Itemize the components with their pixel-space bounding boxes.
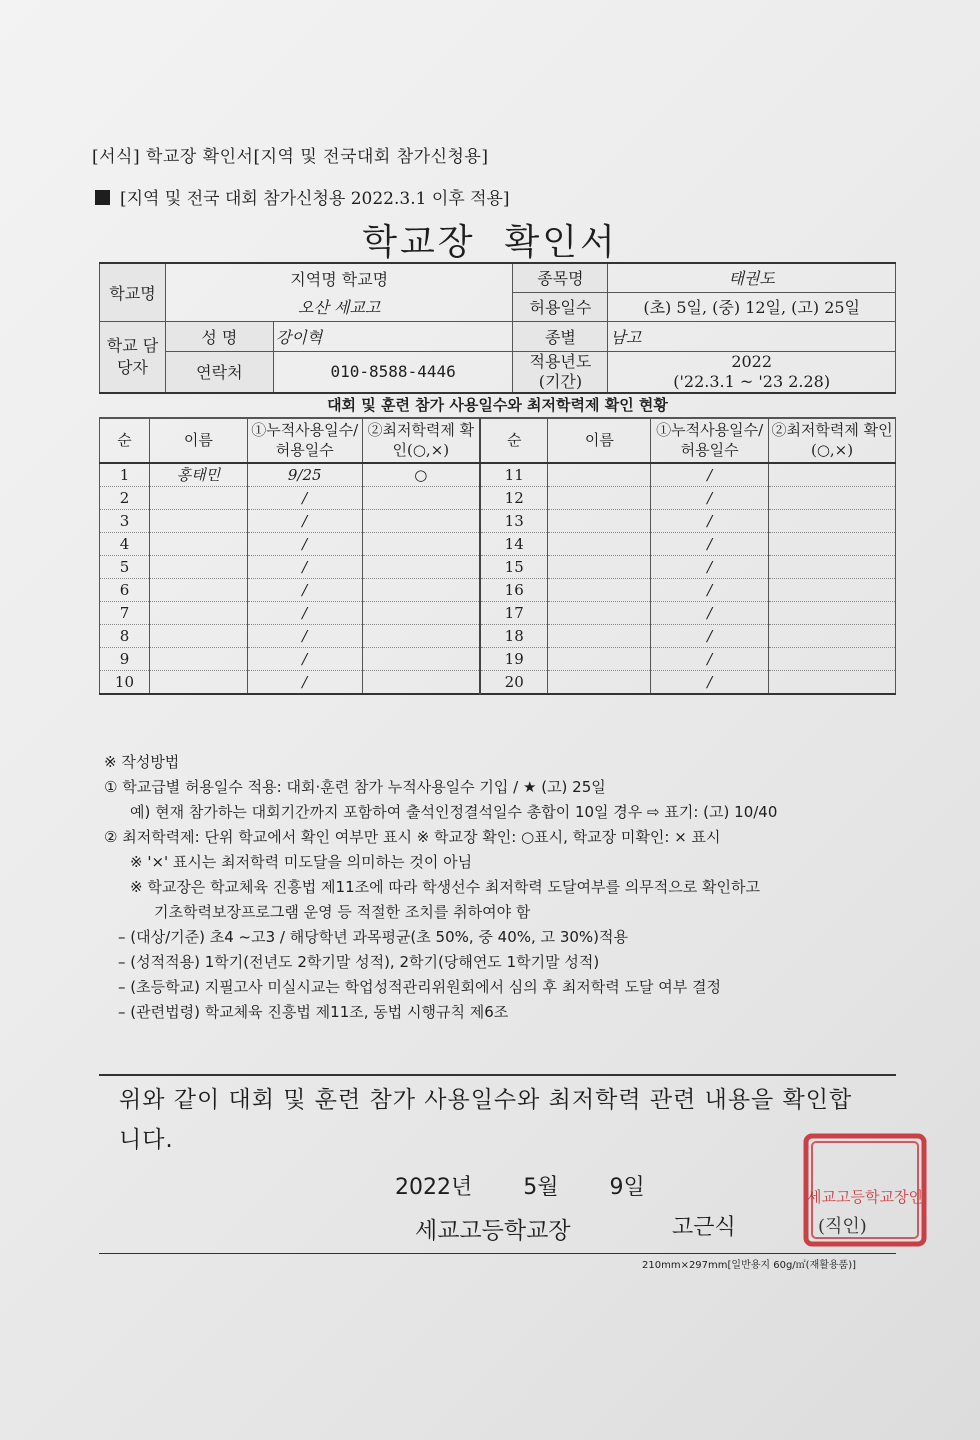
confirm-statement: [119, 1080, 899, 1160]
manager-label: 학교 담당자: [100, 321, 166, 393]
row-days: /: [247, 578, 362, 601]
school-sub-label: 지역명 학교명: [165, 263, 513, 292]
row-name: [548, 509, 651, 532]
row-name: [149, 555, 247, 578]
row-name: [548, 532, 651, 555]
row-check: [769, 624, 896, 647]
row-days: /: [247, 624, 362, 647]
row-days: /: [651, 532, 769, 555]
row-name: [149, 670, 247, 694]
row-days: 9/25: [247, 463, 362, 487]
contact-label: 연락처: [165, 351, 273, 393]
table-row: [100, 578, 896, 601]
row-no: 20: [480, 670, 548, 694]
row-no: 8: [100, 624, 150, 647]
row-no: 18: [480, 624, 548, 647]
name-value: 강이혁: [273, 321, 513, 351]
row-days: /: [247, 555, 362, 578]
row-name: [548, 463, 651, 487]
row-check: [362, 624, 480, 647]
table-row: [100, 509, 896, 532]
confirm-line2: 니다.: [119, 1127, 174, 1153]
signature-title: 세교고등학교장: [415, 1218, 571, 1244]
allowed-days-label: 허용일수: [513, 292, 608, 321]
signature-name: 고근식: [672, 1215, 736, 1240]
col-name: 이름: [149, 419, 247, 463]
row-days: /: [247, 601, 362, 624]
row-no: 14: [480, 532, 548, 555]
row-no: 12: [480, 486, 548, 509]
row-check: [362, 647, 480, 670]
row-days: /: [651, 555, 769, 578]
row-no: 4: [100, 532, 150, 555]
confirm-line1: 위와 같이 대회 및 훈련 참가 사용일수와 최저학력 관련 내용을 확인합: [119, 1087, 853, 1113]
school-value: 오산 세교고: [165, 292, 513, 321]
row-days: /: [651, 647, 769, 670]
table-row: [100, 532, 896, 555]
note-item: – (대상/기준) 초4 ~고3 / 해당학년 과목평균(초 50%, 중 40%, 고 30%)적용: [118, 928, 628, 946]
row-days: /: [651, 463, 769, 487]
row-no: 5: [100, 555, 150, 578]
col-name-right: 이름: [548, 419, 651, 463]
row-name: [149, 532, 247, 555]
row-days: /: [651, 486, 769, 509]
row-check: [362, 578, 480, 601]
col-no: 순: [100, 419, 150, 463]
table-row: [100, 624, 896, 647]
row-no: 1: [100, 463, 150, 487]
row-days: /: [651, 624, 769, 647]
sub-label: [95, 184, 510, 209]
col-days-right: ①누적사용일수/ 허용일수: [651, 419, 769, 463]
row-days: /: [247, 670, 362, 694]
note-item: ② 최저학력제: 단위 학교에서 확인 여부만 표시 ※ 학교장 확인: ○표시, 학교장 미확인: × 표시: [104, 828, 721, 846]
row-no: 6: [100, 578, 150, 601]
row-no: 16: [480, 578, 548, 601]
row-days: /: [247, 532, 362, 555]
row-days: /: [247, 509, 362, 532]
row-name: [548, 578, 651, 601]
col-check: ②최저학력제 확인(○,×): [362, 419, 480, 463]
period-value: ('22.3.1 ~ '23 2.28): [673, 371, 831, 391]
header-info-table: [99, 262, 896, 394]
gender-label: 종별: [513, 321, 608, 351]
page-title: [0, 214, 980, 265]
row-days: /: [651, 670, 769, 694]
date-day: 9일: [609, 1175, 645, 1200]
row-no: 2: [100, 486, 150, 509]
row-check: [362, 486, 480, 509]
title-part1: 학교장: [362, 222, 476, 263]
bottom-rule: [99, 1253, 896, 1254]
date-month: 5월: [523, 1175, 559, 1200]
table-row: [100, 463, 896, 487]
row-no: 17: [480, 601, 548, 624]
square-bullet-icon: [95, 190, 110, 205]
seal-word: (직인): [818, 1216, 867, 1237]
row-no: 19: [480, 647, 548, 670]
table-row: [100, 601, 896, 624]
note-item: – (초등학교) 지필고사 미실시교는 학업성적관리위원회에서 심의 후 최저학력 도달 여부 결정: [118, 978, 722, 996]
issue-date: [395, 1170, 645, 1201]
note-item: ※ 학교장은 학교체육 진흥법 제11조에 따라 학생선수 최저학력 도달여부를 의무적으로 확인하고: [130, 878, 760, 896]
table-row: [100, 486, 896, 509]
row-check: [362, 670, 480, 694]
name-label: 성 명: [165, 321, 273, 351]
paper-spec: 210mm×297mm[일반용지 60g/㎡(재활용품)]: [642, 1260, 857, 1271]
row-check: [362, 509, 480, 532]
gender-value: 남고: [608, 321, 896, 351]
participant-table: [99, 418, 896, 695]
row-name: [548, 555, 651, 578]
row-name: [548, 647, 651, 670]
row-check: [362, 601, 480, 624]
notes-title: ※ 작성방법: [104, 753, 180, 771]
notes-section: [104, 750, 904, 1025]
row-no: 13: [480, 509, 548, 532]
row-check: [769, 578, 896, 601]
row-name: [548, 486, 651, 509]
allowed-days-value: (초) 5일, (중) 12일, (고) 25일: [608, 292, 896, 321]
date-year: 2022년: [395, 1175, 473, 1200]
row-no: 7: [100, 601, 150, 624]
row-check: [362, 532, 480, 555]
row-no: 9: [100, 647, 150, 670]
row-name: [548, 601, 651, 624]
row-check: [769, 555, 896, 578]
row-days: /: [651, 578, 769, 601]
row-name: [548, 624, 651, 647]
form-label: [서식] 학교장 확인서[지역 및 전국대회 참가신청용]: [92, 147, 489, 167]
row-check: [769, 509, 896, 532]
row-check: [769, 670, 896, 694]
svg-text:세교고등학교장인: 세교고등학교장인: [807, 1188, 923, 1206]
section-title: 대회 및 훈련 참가 사용일수와 최저학력제 확인 현황: [99, 393, 896, 418]
title-part2: 확인서: [504, 222, 618, 263]
note-item: ① 학교급별 허용일수 적용: 대회·훈련 참가 누적사용일수 기입 / ★ (고) 25일: [104, 778, 606, 796]
row-name: [149, 601, 247, 624]
row-name: [149, 578, 247, 601]
row-days: /: [651, 601, 769, 624]
year-label: 적용년도 (기간): [513, 351, 608, 393]
row-name: [149, 509, 247, 532]
row-no: 3: [100, 509, 150, 532]
contact-value: 010-8588-4446: [273, 351, 513, 393]
note-item: ※ '×' 표시는 최저학력 미도달을 의미하는 것이 아님: [130, 853, 473, 871]
col-no-right: 순: [480, 419, 548, 463]
row-no: 15: [480, 555, 548, 578]
year-value: 2022: [731, 351, 773, 371]
row-check: [769, 532, 896, 555]
note-item: – (관련법령) 학교체육 진흥법 제11조, 동법 시행규칙 제6조: [118, 1003, 509, 1021]
table-row: [100, 647, 896, 670]
year-cell: [608, 351, 896, 393]
row-no: 10: [100, 670, 150, 694]
sport-value: 태권도: [608, 263, 896, 292]
note-item: – (성적적용) 1학기(전년도 2학기말 성적), 2학기(당해연도 1학기말 성적): [118, 953, 600, 971]
row-check: [769, 463, 896, 487]
table-row: [100, 670, 896, 694]
table-row: [100, 555, 896, 578]
sport-label: 종목명: [513, 263, 608, 292]
row-name: [149, 647, 247, 670]
row-days: /: [247, 647, 362, 670]
note-item: 기초학력보장프로그램 운영 등 적절한 조치를 취하여야 함: [154, 903, 531, 921]
row-check: ○: [362, 463, 480, 487]
col-days: ①누적사용일수/ 허용일수: [247, 419, 362, 463]
school-label: 학교명: [100, 263, 166, 321]
note-item: 예) 현재 참가하는 대회기간까지 포함하여 출석인정결석일수 총합이 10일 경우 ⇨ 표기: (고) 10/40: [130, 803, 778, 821]
col-check-right: ②최저학력제 확인(○,×): [769, 419, 896, 463]
row-name: [149, 486, 247, 509]
row-check: [769, 647, 896, 670]
row-check: [769, 486, 896, 509]
sub-label-text: [지역 및 전국 대회 참가신청용 2022.3.1 이후 적용]: [120, 189, 510, 209]
row-days: /: [247, 486, 362, 509]
row-days: /: [651, 509, 769, 532]
row-no: 11: [480, 463, 548, 487]
row-name: [149, 624, 247, 647]
divider: [99, 1074, 896, 1076]
row-name: [548, 670, 651, 694]
row-check: [362, 555, 480, 578]
row-name: 홍태민: [149, 463, 247, 487]
row-check: [769, 601, 896, 624]
